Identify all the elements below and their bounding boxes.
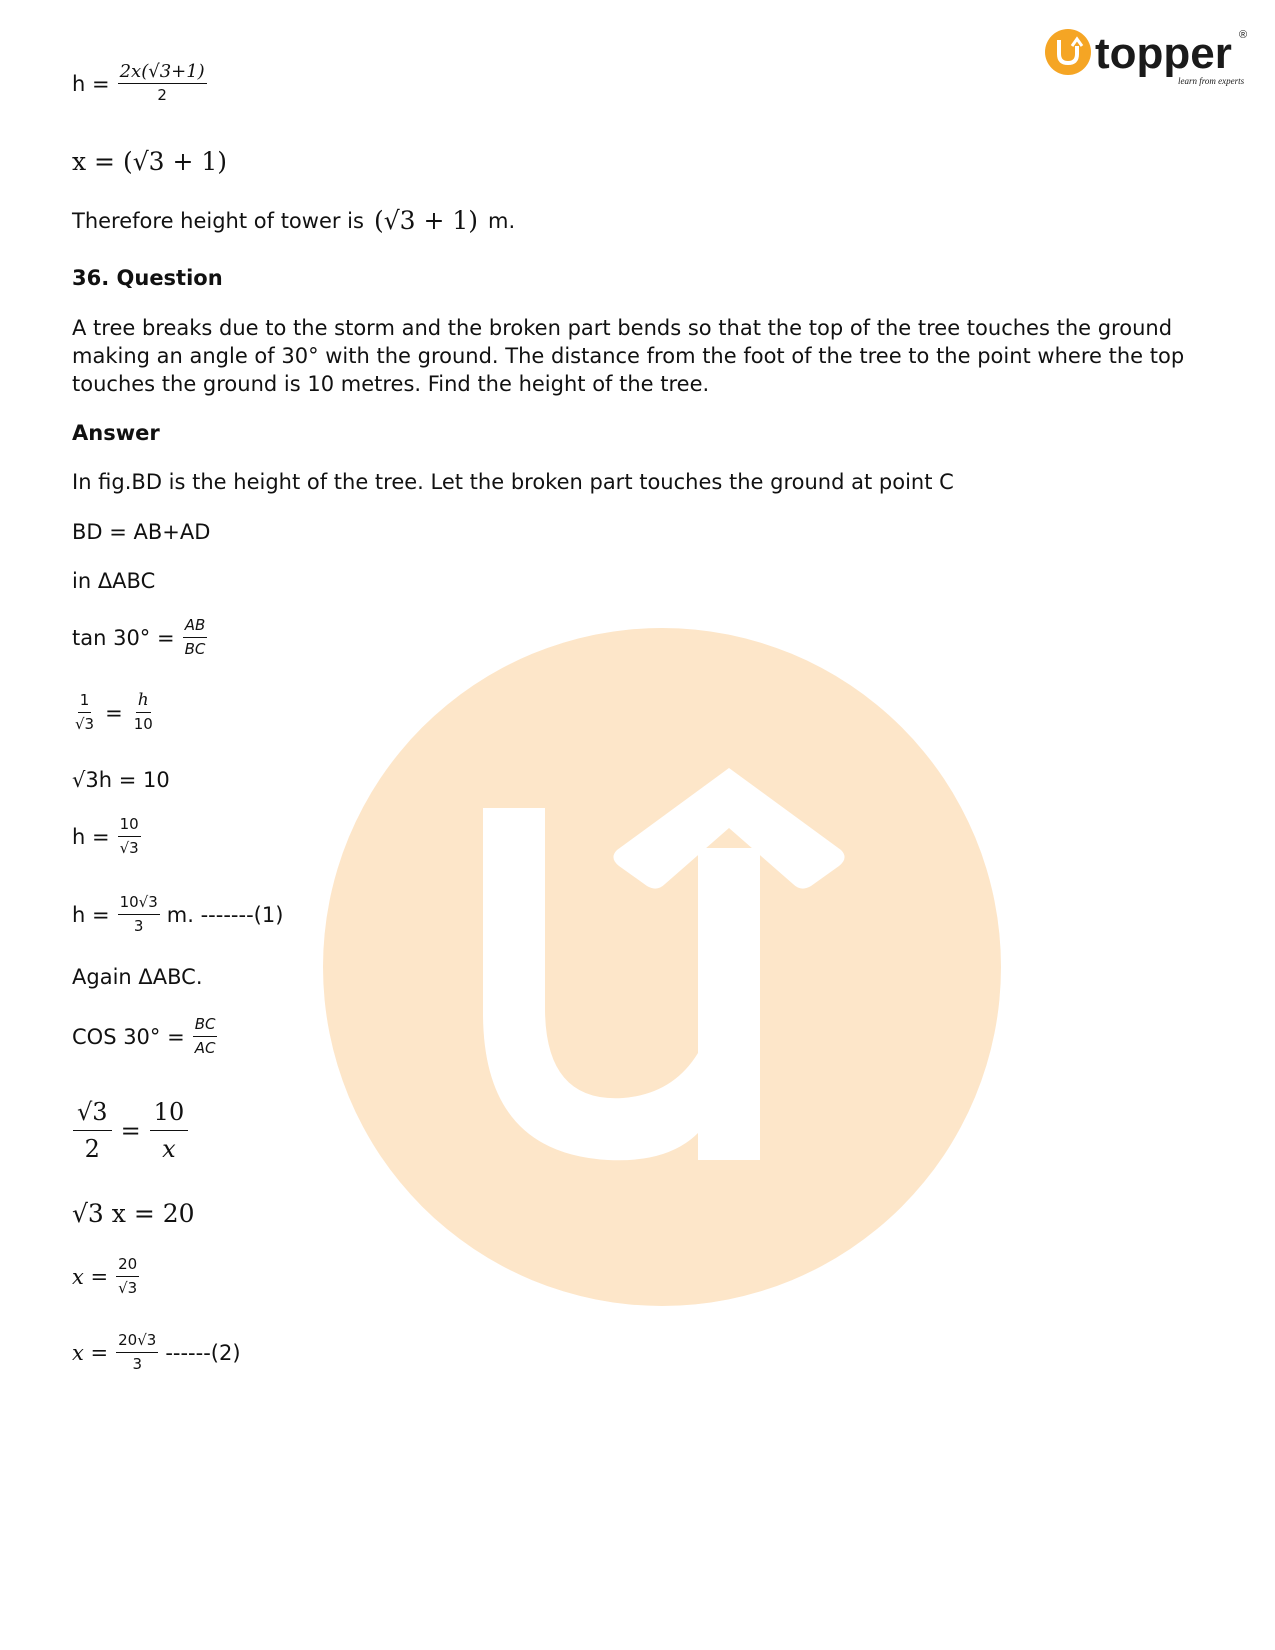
x-equation-top: x = (√3 + 1) [72, 147, 228, 176]
question-text: A tree breaks due to the storm and the broken part bends so that the top of the tree touches the ground making an angle of 30° with the ground. The distance from the foot of the tree to the point where the top touches the ground is 10 metres. Find the height of the tree. [72, 316, 1185, 396]
answer-line-2: BD = AB+AD [72, 520, 211, 544]
h-equation-top: h = $\frac{2x(√3+1)}{2}$ [72, 61, 205, 104]
svg-text:learn from experts: learn from experts [1178, 76, 1245, 86]
svg-text:®: ® [1239, 29, 1248, 41]
svg-text:topper: topper [1095, 29, 1232, 78]
equation-2: √3h = 10 [72, 768, 170, 792]
equation-7: x = $\frac{20}{√3}$ [72, 1255, 138, 1297]
equation-3: h = $\frac{10}{√3}$ [72, 815, 139, 857]
answer-heading: Answer [72, 421, 160, 445]
watermark-circle [323, 628, 1001, 1306]
equation-4: h = $\frac{10√3}{3}$ m. -------(1) [72, 893, 284, 935]
topper-logo [1043, 22, 1253, 94]
tan-equation: tan 30° = $\frac{AB}{BC}$ [72, 616, 206, 658]
answer-line-1: In fig.BD is the height of the tree. Let the broken part touches the ground at point C [72, 470, 954, 494]
equation-6: √3 x = 20 [72, 1199, 195, 1228]
u-arrow-up-icon [323, 628, 1001, 1306]
answer-line-3: in ΔABC [72, 569, 156, 593]
question-heading: 36. Question [72, 266, 223, 290]
again-line: Again ΔABC. [72, 965, 203, 989]
ratio-equation-1: $\frac{1}{√3}$ = $\frac{h}{10}$ [75, 690, 153, 733]
cos-equation: COS 30° = $\frac{BC}{AC}$ [72, 1015, 216, 1057]
ratio-equation-5: $\frac{√3}{2}$ = $\frac{10}{x}$ [70, 1097, 191, 1164]
equation-8: x = $\frac{20√3}{3}$ ------(2) [72, 1331, 241, 1373]
therefore-line: Therefore height of tower is (√3 + 1) m. [72, 206, 516, 235]
